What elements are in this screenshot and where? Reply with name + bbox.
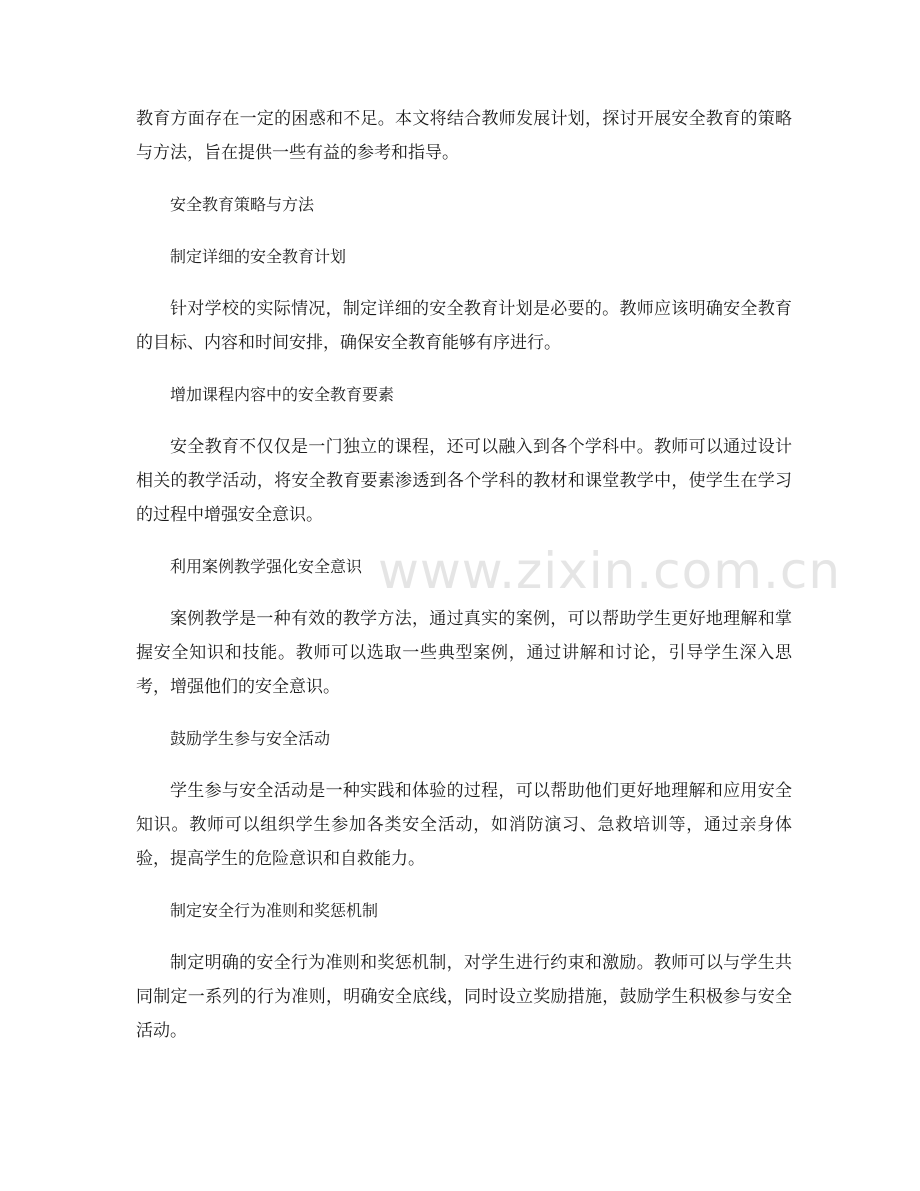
item-body-1: 针对学校的实际情况，制定详细的安全教育计划是必要的。教师应该明确安全教育的目标、内容和时间安排，确保安全教育能够有序进行。 — [136, 299, 792, 353]
spacer — [136, 876, 792, 894]
spacer — [136, 756, 792, 774]
spacer — [136, 222, 792, 240]
item-body-2: 安全教育不仅仅是一门独立的课程，还可以融入到各个学科中。教师可以通过设计相关的教学活动，将安全教育要素渗透到各个学科的教材和课堂教学中，使学生在学习的过程中增强安全意识。 — [136, 437, 792, 525]
spacer — [136, 170, 792, 188]
spacer — [136, 584, 792, 602]
intro-paragraph: 教育方面存在一定的困惑和不足。本文将结合教师发展计划，探讨开展安全教育的策略与方法，旨在提供一些有益的参考和指导。 — [136, 109, 792, 163]
watermark: www.zixin.com.cn — [378, 542, 842, 600]
item-body-4: 学生参与安全活动是一种实践和体验的过程，可以帮助他们更好地理解和应用安全知识。教师可以组织学生参加各类安全活动，如消防演习、急救培训等，通过亲身体验，提高学生的危险意识和自救能力。 — [136, 781, 792, 869]
item-heading-2: 增加课程内容中的安全教育要素 — [170, 385, 395, 404]
spacer — [136, 274, 792, 292]
document-page — [136, 102, 792, 1048]
spacer — [136, 532, 792, 550]
item-heading-5: 制定安全行为准则和奖惩机制 — [170, 901, 379, 920]
spacer — [136, 704, 792, 722]
item-heading-3: 利用案例教学强化安全意识 — [170, 557, 363, 576]
item-heading-1: 制定详细的安全教育计划 — [170, 247, 347, 266]
item-heading-4: 鼓励学生参与安全活动 — [170, 729, 331, 748]
spacer — [136, 928, 792, 946]
spacer — [136, 360, 792, 378]
item-body-5: 制定明确的安全行为准则和奖惩机制，对学生进行约束和激励。教师可以与学生共同制定一系列的行为准则，明确安全底线，同时设立奖励措施，鼓励学生积极参与安全活动。 — [136, 953, 792, 1041]
spacer — [136, 412, 792, 430]
section-title: 安全教育策略与方法 — [170, 195, 315, 214]
item-body-3: 案例教学是一种有效的教学方法，通过真实的案例，可以帮助学生更好地理解和掌握安全知识和技能。教师可以选取一些典型案例，通过讲解和讨论，引导学生深入思考，增强他们的安全意识。 — [136, 609, 792, 697]
